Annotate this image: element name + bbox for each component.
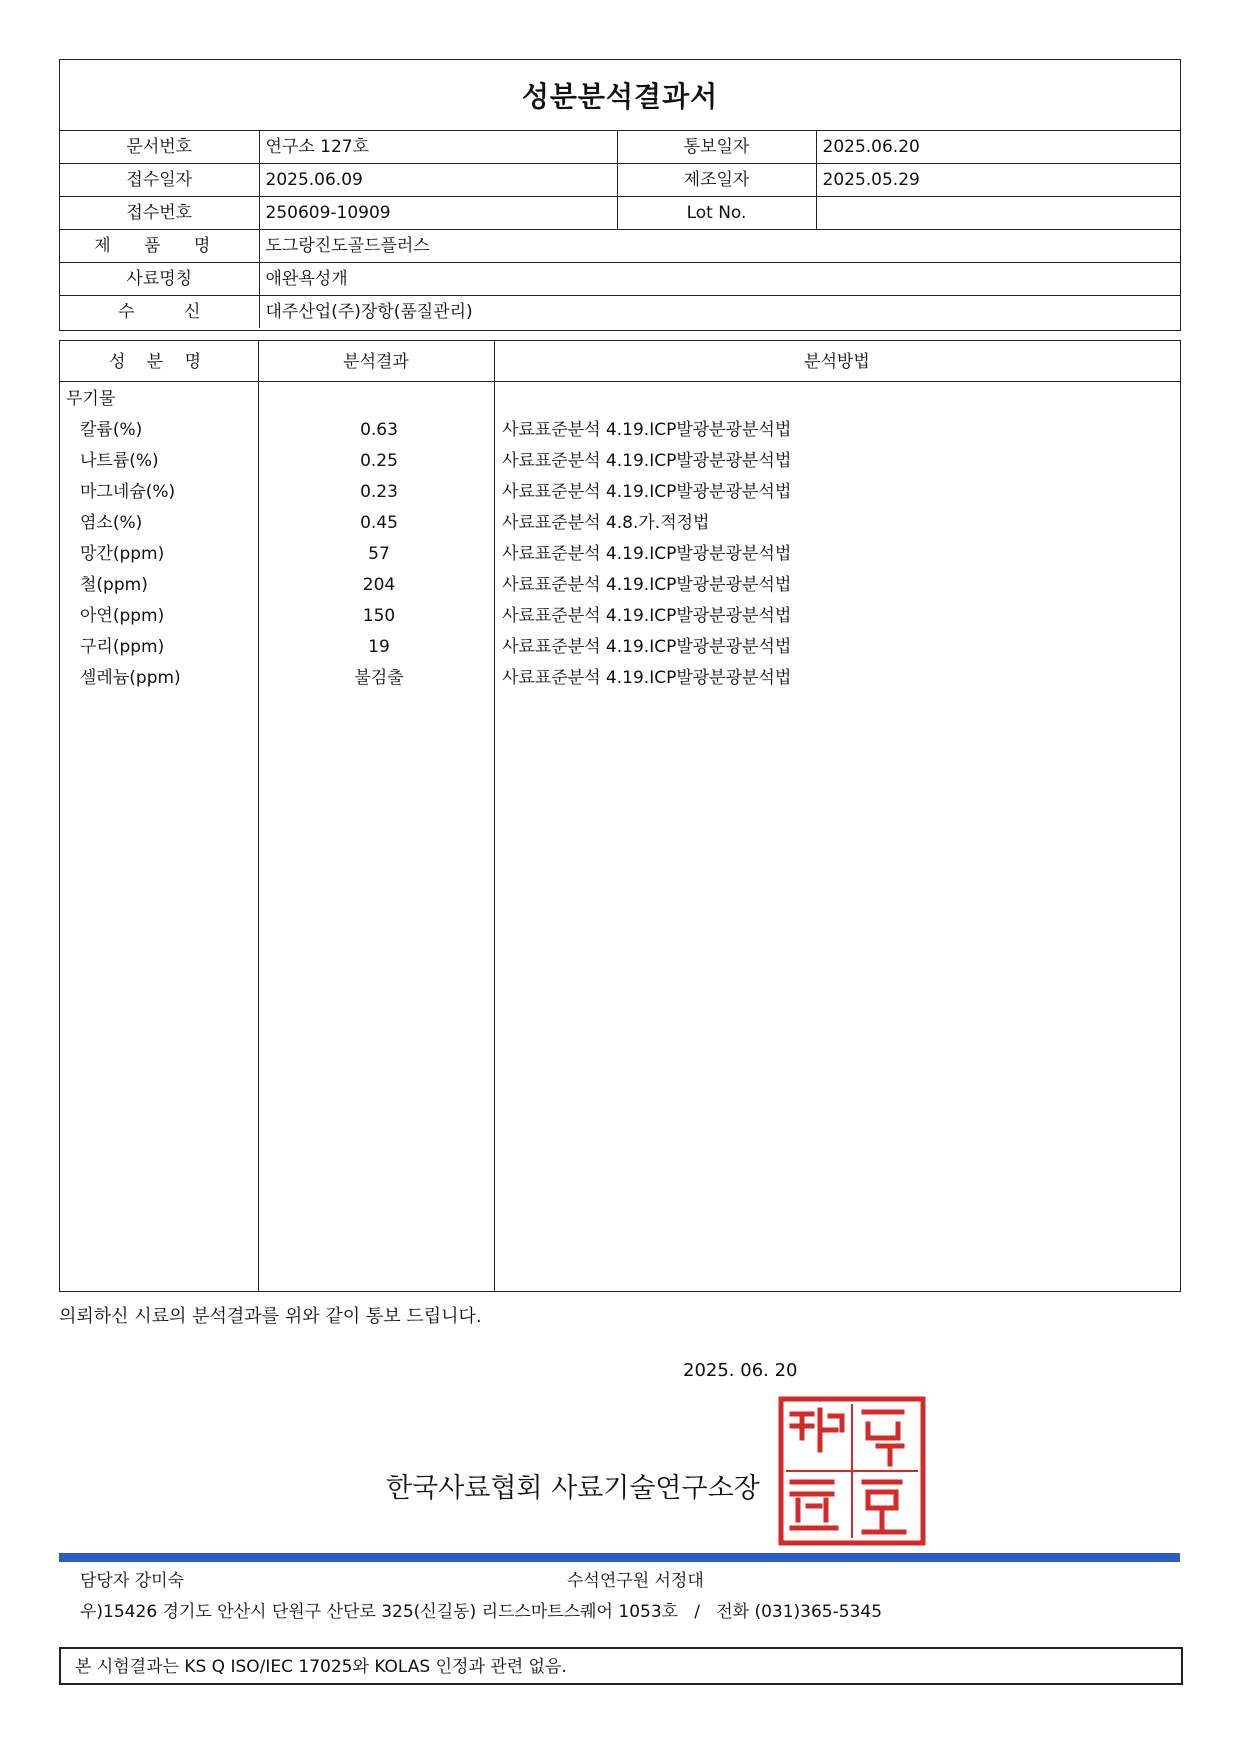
info-row xyxy=(60,230,1180,263)
doc-number-value: 연구소 127호 xyxy=(259,131,617,164)
result-value: 57 xyxy=(368,544,390,564)
contact-address: 우)15426 경기도 안산시 단원구 산단로 325(신길동) 리드스마트스퀘어 1053호 / 전화 (031)365-5345 xyxy=(80,1602,883,1622)
receipt-number-value: 250609-10909 xyxy=(259,197,617,230)
method-text: 사료표준분석 4.19.ICP발광분광분석법 xyxy=(502,668,792,688)
component-name: 구리(ppm) xyxy=(80,637,165,657)
result-value: 0.25 xyxy=(360,451,398,471)
component-name: 철(ppm) xyxy=(80,575,148,595)
receipt-date-label: 접수일자 xyxy=(60,164,259,197)
manufacture-date-value: 2025.05.29 xyxy=(816,164,1180,197)
method-text: 사료표준분석 4.19.ICP발광분광분석법 xyxy=(502,637,792,657)
results-table xyxy=(59,340,1181,1292)
component-name: 아연(ppm) xyxy=(80,606,165,626)
notice-text: 의뢰하신 시료의 분석결과를 위와 같이 통보 드립니다. xyxy=(59,1306,482,1327)
info-row xyxy=(60,131,1180,164)
manufacture-date-label: 제조일자 xyxy=(617,164,816,197)
receipt-number-label: 접수번호 xyxy=(60,197,259,230)
component-name: 마그네슘(%) xyxy=(80,482,176,502)
results-header-row xyxy=(60,341,1180,382)
document-title: 성분분석결과서 xyxy=(521,80,719,113)
notify-date-label: 통보일자 xyxy=(617,131,816,164)
component-name: 셀레늄(ppm) xyxy=(80,668,181,688)
recipient-label: 수 신 xyxy=(60,296,259,329)
receipt-date-value: 2025.06.09 xyxy=(259,164,617,197)
method-text: 사료표준분석 4.19.ICP발광분광분석법 xyxy=(502,606,792,626)
feed-name-value: 애완욕성개 xyxy=(259,263,1180,296)
result-value: 150 xyxy=(362,606,396,626)
result-value: 19 xyxy=(368,637,390,657)
info-row xyxy=(60,296,1180,329)
method-header: 분석방법 xyxy=(804,352,870,372)
lot-number-value xyxy=(816,197,1180,230)
component-name: 칼륨(%) xyxy=(80,420,143,440)
product-name-value: 도그랑진도골드플러스 xyxy=(259,230,1180,263)
result-value: 불검출 xyxy=(354,668,404,688)
staff-name: 담당자 강미숙 xyxy=(80,1571,184,1591)
method-text: 사료표준분석 4.19.ICP발광분광분석법 xyxy=(502,482,792,502)
component-name: 염소(%) xyxy=(80,513,143,533)
component-name: 망간(ppm) xyxy=(80,544,165,564)
result-header: 분석결과 xyxy=(343,352,409,372)
doc-number-label: 문서번호 xyxy=(60,131,259,164)
method-text: 사료표준분석 4.8.가.적정법 xyxy=(502,513,710,533)
report-header xyxy=(59,59,1181,331)
method-text: 사료표준분석 4.19.ICP발광분광분석법 xyxy=(502,451,792,471)
result-value: 0.23 xyxy=(360,482,398,502)
info-table xyxy=(60,130,1180,328)
column-divider xyxy=(258,341,259,1291)
group-label: 무기물 xyxy=(66,389,116,409)
feed-name-label: 사료명칭 xyxy=(60,263,259,296)
component-header: 성 분 명 xyxy=(108,352,210,372)
lot-number-label: Lot No. xyxy=(617,197,816,230)
result-value: 0.63 xyxy=(360,420,398,440)
notify-date-value: 2025.06.20 xyxy=(816,131,1180,164)
issue-date: 2025. 06. 20 xyxy=(683,1360,798,1381)
disclaimer-box: 본 시험결과는 KS Q ISO/IEC 17025와 KOLAS 인정과 관련 없음. xyxy=(59,1647,1183,1685)
divider-bar xyxy=(59,1553,1180,1562)
issuer-name: 한국사료협회 사료기술연구소장 xyxy=(386,1473,760,1504)
info-row xyxy=(60,263,1180,296)
product-name-label: 제 품 명 xyxy=(60,230,259,263)
component-name: 나트륨(%) xyxy=(80,451,159,471)
recipient-value: 대주산업(주)장항(품질관리) xyxy=(259,296,1180,329)
method-text: 사료표준분석 4.19.ICP발광분광분석법 xyxy=(502,420,792,440)
info-row xyxy=(60,164,1180,197)
method-text: 사료표준분석 4.19.ICP발광분광분석법 xyxy=(502,544,792,564)
chief-researcher: 수석연구원 서정대 xyxy=(567,1571,704,1591)
result-value: 204 xyxy=(362,575,396,595)
method-text: 사료표준분석 4.19.ICP발광분광분석법 xyxy=(502,575,792,595)
info-row xyxy=(60,197,1180,230)
official-seal xyxy=(778,1396,926,1546)
result-value: 0.45 xyxy=(360,513,398,533)
